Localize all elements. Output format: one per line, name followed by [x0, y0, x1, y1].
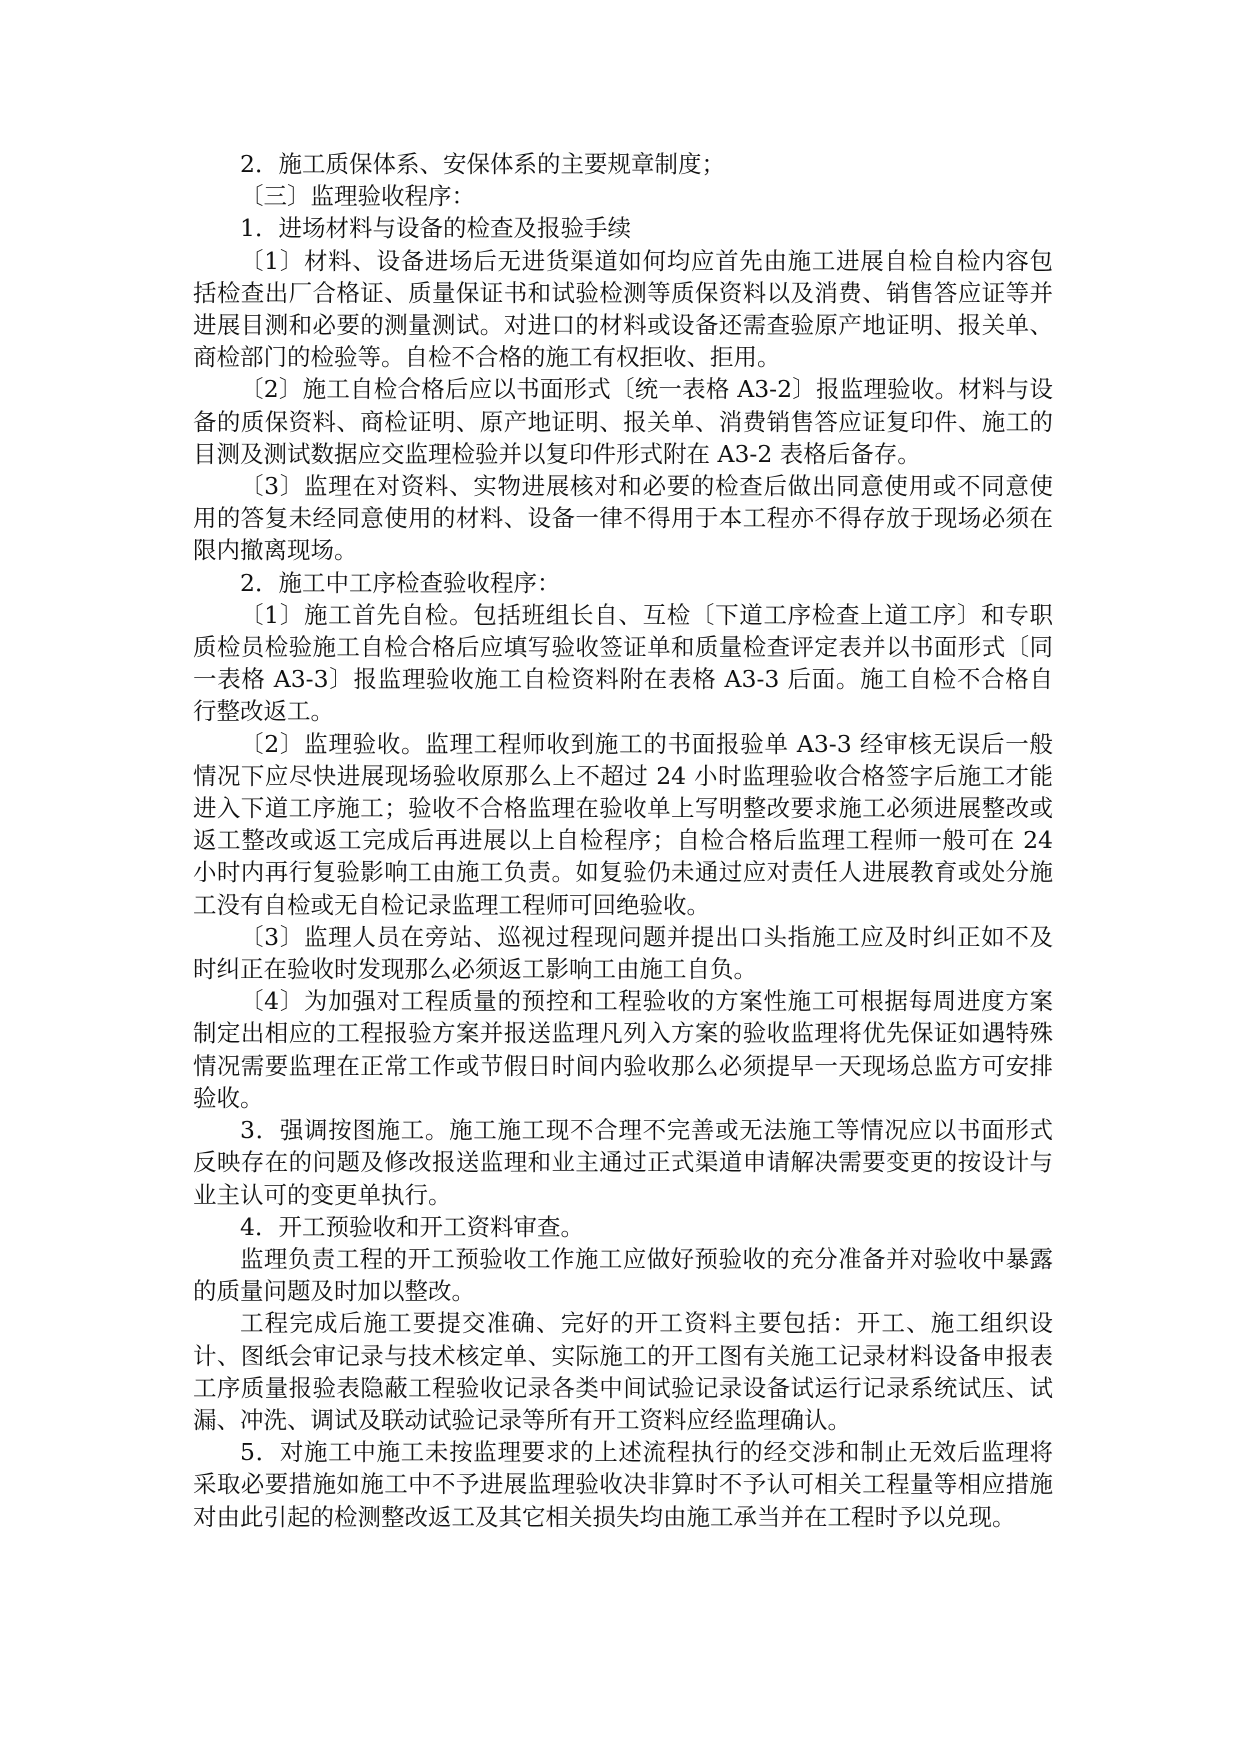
paragraph-material-self-inspection: 〔1〕材料、设备进场后无进货渠道如何均应首先由施工进展自检自检内容包括检查出厂合格证、质量保证书和试验检测等质保资料以及消费、销售答应证等并进展目测和必要的测量测试。对进口的材料或设备还需查验原产地证明、报关单、商检部门的检验等。自检不合格的施工有权拒收、拒用。	[193, 246, 1053, 372]
subheading-pre-acceptance: 4．开工预验收和开工资料审查。	[240, 1212, 584, 1241]
paragraph-contractor-self-check: 〔1〕施工首先自检。包括班组长自、互检〔下道工序检查上道工序〕和专职质检员检验施工自检合格后应填写验收签证单和质量检查评定表并以书面形式〔同一表格 A3-3〕报监理验收施工自检资料附在表格 A3-3 后面。施工自检不合格自行整改返工。	[193, 600, 1053, 726]
paragraph-supervisor-reply: 〔3〕监理在对资料、实物进展核对和必要的检查后做出同意使用或不同意使用的答复未经同意使用的材料、设备一律不得用于本工程亦不得存放于现场必须在限内撤离现场。	[193, 472, 1053, 565]
subheading-material-inspection: 1．进场材料与设备的检查及报验手续	[240, 214, 631, 243]
section-heading-acceptance-procedure: 〔三〕监理验收程序：	[240, 182, 475, 211]
paragraph-enforcement-measures: 5．对施工中施工未按监理要求的上述流程执行的经交涉和制止无效后监理将采取必要措施如施工中不予进展监理验收决非算时不予认可相关工程量等相应措施对由此引起的检测整改返工及其它相关损失均由施工承当并在工程时予以兑现。	[193, 1438, 1053, 1531]
paragraph-pre-acceptance-duty: 监理负责工程的开工预验收工作施工应做好预验收的充分准备并对验收中暴露的质量问题及时加以整改。	[193, 1244, 1053, 1306]
paragraph-weekly-plan: 〔4〕为加强对工程质量的预控和工程验收的方案性施工可根据每周进度方案制定出相应的工程报验方案并报送监理凡列入方案的验收监理将优先保证如遇特殊情况需要监理在正常工作或节假日时间内验收那么必须提早一天现场总监方可安排验收。	[193, 987, 1053, 1112]
paragraph-build-to-drawing: 3．强调按图施工。施工施工现不合理不完善或无法施工等情况应以书面形式反映存在的问题及修改报送监理和业主通过正式渠道申请解决需要变更的按设计与业主认可的变更单执行。	[193, 1116, 1053, 1209]
paragraph-site-patrol: 〔3〕监理人员在旁站、巡视过程现问题并提出口头指施工应及时纠正如不及时纠正在验收时发现那么必须返工影响工由施工自负。	[193, 922, 1053, 984]
paragraph-written-report: 〔2〕施工自检合格后应以书面形式〔统一表格 A3-2〕报监理验收。材料与设备的质保资料、商检证明、原产地证明、报关单、消费销售答应证复印件、施工的目测及测试数据应交监理检验并以复印件形式附在 A3-2 表格后备存。	[193, 375, 1053, 468]
paragraph-supervisor-acceptance: 〔2〕监理验收。监理工程师收到施工的书面报验单 A3-3 经审核无误后一般情况下应尽快进展现场验收原那么上不超过 24 小时监理验收合格签字后施工才能进入下道工序施工；验收不合格监理在验收单上写明整改要求施工必须进展整改或返工整改或返工完成后再进展以上自检程序；自检合格后监理工程师一般可在 24 小时内再行复验影响工由施工负责。如复验仍未通过应对责任人进展教育或处分施工没有自检或无自检记录监理工程师可回绝验收。	[193, 729, 1061, 919]
paragraph-quality-safety-system: 2．施工质保体系、安保体系的主要规章制度；	[240, 150, 725, 178]
document-page	[193, 148, 1061, 1533]
subheading-process-inspection: 2．施工中工序检查验收程序：	[240, 568, 561, 597]
paragraph-completion-documents: 工程完成后施工要提交准确、完好的开工资料主要包括：开工、施工组织设计、图纸会审记录与技术核定单、实际施工的开工图有关施工记录材料设备申报表工序质量报验表隐蔽工程验收记录各类中间试验记录设备试运行记录系统试压、试漏、冲洗、调试及联动试验记录等所有开工资料应经监理确认。	[193, 1309, 1053, 1434]
